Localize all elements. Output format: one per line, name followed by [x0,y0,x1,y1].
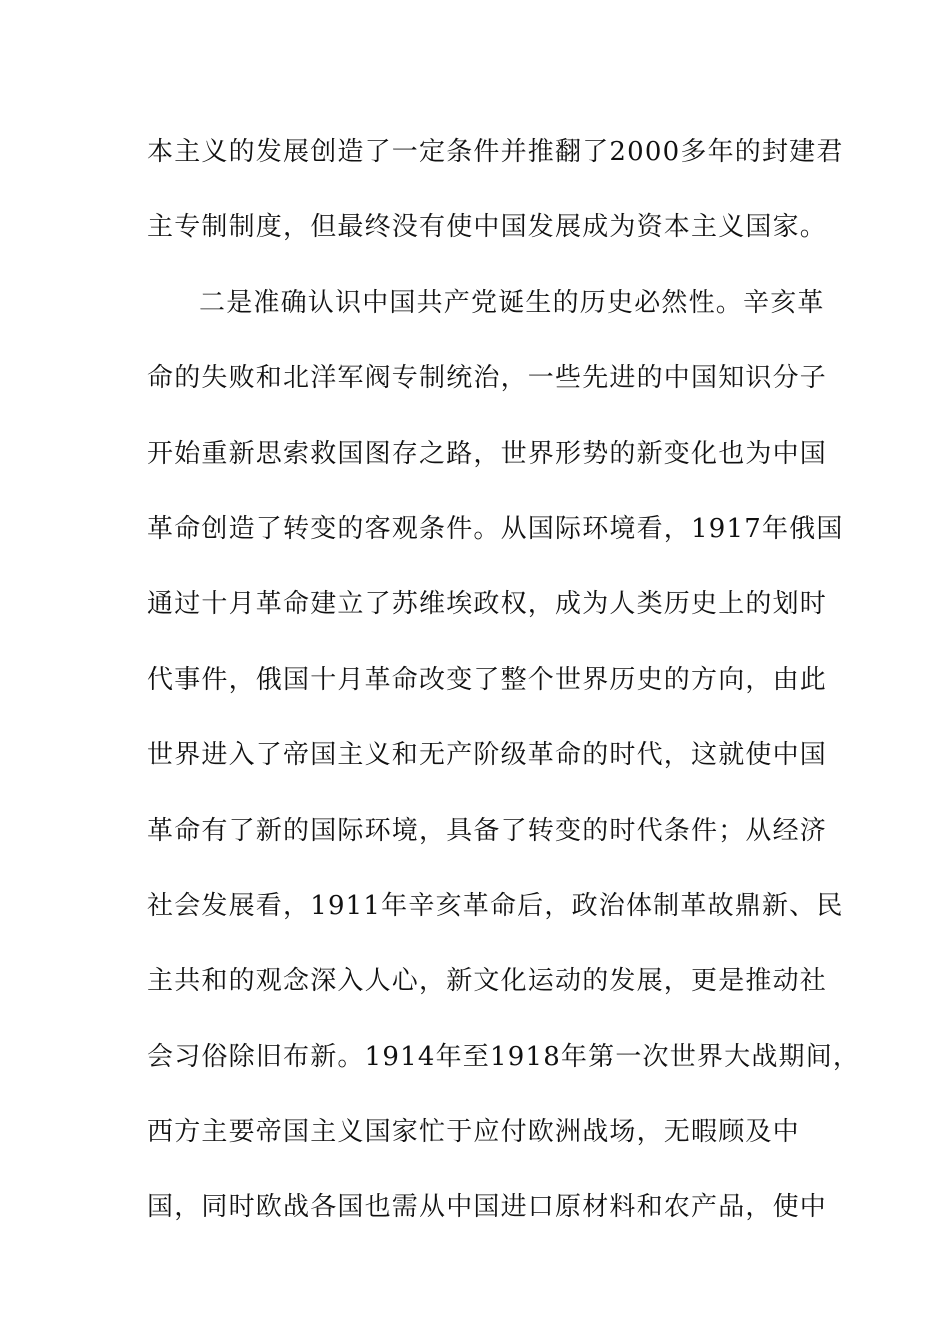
text-line: 命的失败和北洋军阀专制统治，一些先进的中国知识分子 [147,363,828,394]
text-line: 代事件，俄国十月革命改变了整个世界历史的方向，由此 [147,664,828,695]
text-line: 革命创造了转变的客观条件。从国际环境看，1917年俄国 [147,513,844,544]
text-line: 本主义的发展创造了一定条件并推翻了2000多年的封建君 [147,137,844,167]
text-line: 会习俗除旧布新。1914年至1918年第一次世界大战期间， [147,1041,861,1072]
text-line: 世界进入了帝国主义和无产阶级革命的时代，这就使中国 [147,740,828,771]
text-line: 主共和的观念深入人心，新文化运动的发展，更是推动社 [147,966,828,997]
text-line: 通过十月革命建立了苏维埃政权，成为人类历史上的划时 [147,589,828,620]
text-line: 开始重新思索救国图存之路，世界形势的新变化也为中国 [147,438,828,469]
document-body [147,126,861,1257]
paragraph-first-line: 二是准确认识中国共产党诞生的历史必然性。辛亥革 [199,287,825,318]
text-line: 革命有了新的国际环境，具备了转变的时代条件；从经济 [147,815,828,846]
text-line: 社会发展看，1911年辛亥革命后，政治体制革故鼎新、民 [147,890,844,921]
text-line: 主专制制度，但最终没有使中国发展成为资本主义国家。 [147,212,828,243]
text-line: 国，同时欧战各国也需从中国进口原材料和农产品，使中 [147,1192,828,1223]
text-line: 西方主要帝国主义国家忙于应付欧洲战场，无暇顾及中 [147,1117,800,1148]
